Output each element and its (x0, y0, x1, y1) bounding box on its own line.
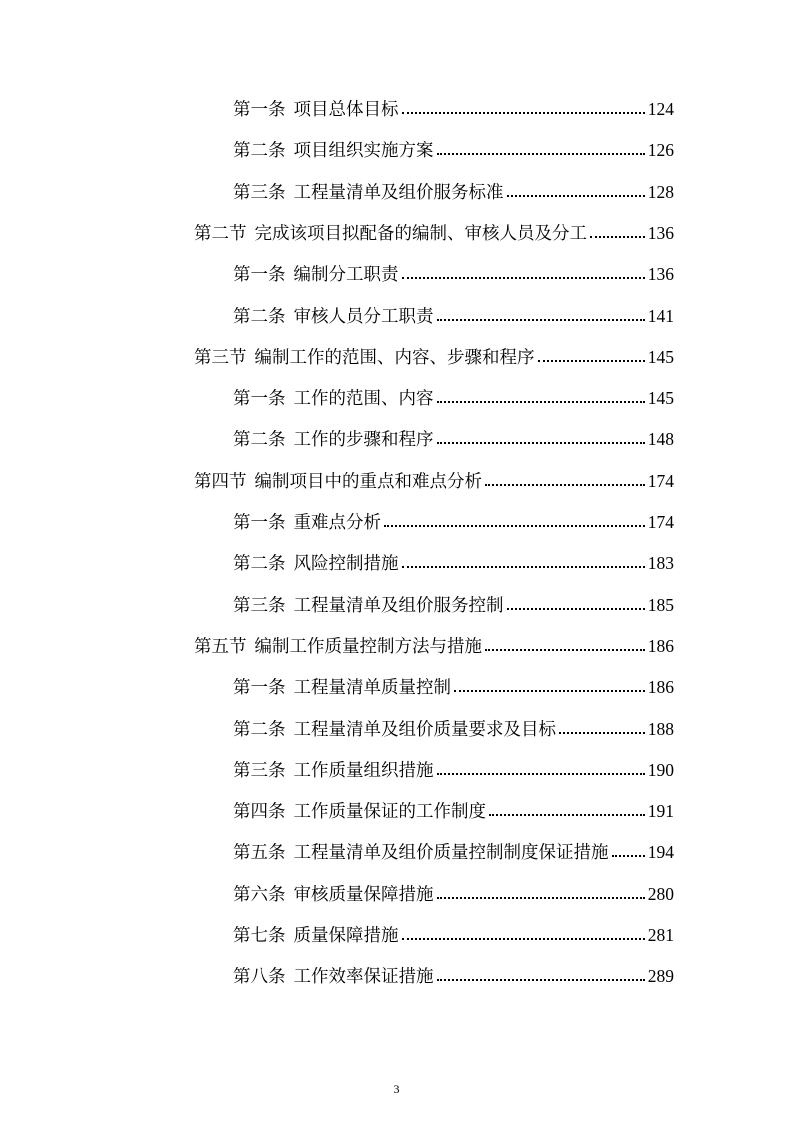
toc-entry-title: 项目组织实施方案 (293, 141, 434, 162)
toc-entry-number: 第一条 (233, 678, 286, 699)
toc-entry[interactable] (233, 303, 674, 329)
toc-entry-number: 第二节 (194, 223, 247, 244)
toc-entry-title: 编制项目中的重点和难点分析 (254, 471, 482, 492)
toc-entry-title: 工作质量保证的工作制度 (293, 802, 486, 823)
toc-entry-number: 第五条 (233, 843, 286, 864)
toc-entry-number: 第二条 (233, 306, 286, 327)
toc-entry[interactable] (233, 426, 674, 452)
toc-entry-page: 126 (647, 140, 674, 161)
toc-leader-dots (437, 153, 645, 155)
toc-entry[interactable] (233, 674, 674, 700)
toc-entry-page: 185 (647, 594, 674, 615)
toc-entry-number: 第一条 (233, 513, 286, 533)
toc-entry[interactable] (233, 96, 674, 122)
page-number: 3 (393, 1082, 400, 1096)
toc-entry-number: 第二条 (233, 430, 286, 451)
toc-leader-dots (437, 773, 645, 775)
toc-entry-page: 289 (647, 966, 674, 987)
toc-entry-title: 质量保障措施 (293, 926, 399, 946)
toc-leader-dots (612, 855, 645, 857)
toc-entry-page: 128 (647, 181, 674, 202)
toc-entry-number: 第六条 (233, 884, 286, 905)
toc-entry-page: 280 (647, 883, 674, 904)
toc-leader-dots (454, 690, 645, 692)
toc-entry-page: 145 (647, 346, 674, 367)
toc-entry-title: 编制工作的范围、内容、步骤和程序 (254, 347, 535, 368)
toc-entry[interactable] (233, 385, 674, 411)
toc-entry[interactable] (233, 592, 674, 618)
toc-leader-dots (538, 360, 645, 362)
toc-entry-title: 工作的范围、内容 (293, 389, 434, 410)
toc-entry[interactable] (194, 220, 674, 246)
toc-entry-number: 第一条 (233, 100, 286, 120)
toc-entry[interactable] (233, 550, 674, 576)
toc-entry-page: 183 (647, 553, 674, 574)
toc-entry-title: 工作效率保证措施 (293, 967, 434, 988)
toc-entry[interactable] (194, 344, 674, 370)
toc-leader-dots (402, 112, 645, 114)
toc-leader-dots (507, 195, 645, 197)
toc-leader-dots (489, 814, 645, 816)
toc-leader-dots (402, 566, 645, 568)
toc-leader-dots (402, 938, 645, 940)
toc-entry-number: 第五节 (194, 636, 247, 657)
toc-entry-page: 124 (647, 99, 674, 119)
toc-entry-number: 第二条 (233, 141, 286, 162)
toc-entry-title: 审核质量保障措施 (293, 884, 434, 905)
toc-entry-number: 第八条 (233, 967, 286, 988)
toc-entry-number: 第三条 (233, 595, 286, 616)
toc-entry[interactable] (233, 798, 674, 824)
toc-leader-dots (559, 732, 645, 734)
toc-leader-dots (485, 649, 645, 651)
toc-entry-number: 第四条 (233, 802, 286, 823)
toc-entry-page: 136 (647, 222, 674, 243)
toc-entry[interactable] (233, 261, 674, 287)
toc-entry[interactable] (233, 839, 674, 865)
toc-entry-page: 186 (647, 677, 674, 698)
toc-entry-title: 审核人员分工职责 (293, 306, 434, 327)
toc-entry-page: 136 (647, 264, 674, 285)
toc-leader-dots (437, 979, 645, 981)
toc-entry-title: 工程量清单质量控制 (293, 678, 451, 699)
toc-entry-number: 第二条 (233, 554, 286, 575)
toc-entry-title: 风险控制措施 (293, 554, 399, 575)
toc-entry[interactable] (233, 716, 674, 742)
toc-entry-title: 工程量清单及组价质量控制制度保证措施 (293, 843, 609, 864)
toc-entry-title: 工作的步骤和程序 (293, 430, 434, 451)
toc-leader-dots (507, 608, 645, 610)
toc-entry-page: 174 (647, 470, 674, 491)
toc-entry-number: 第一条 (233, 389, 286, 410)
toc-entry[interactable] (194, 633, 674, 659)
toc-entry-number: 第四节 (194, 471, 247, 492)
toc-leader-dots (437, 401, 645, 403)
toc-entry-page: 141 (647, 305, 674, 326)
toc-entry[interactable] (233, 922, 674, 948)
toc-entry[interactable] (233, 757, 674, 783)
toc-entry-title: 工程量清单及组价服务控制 (293, 595, 504, 616)
toc-entry-page: 174 (647, 512, 674, 532)
toc-entry[interactable] (233, 881, 674, 907)
toc-leader-dots (402, 277, 645, 279)
toc-entry-title: 工作质量组织措施 (293, 760, 434, 781)
toc-entry-page: 281 (647, 925, 674, 945)
toc-entry-page: 188 (647, 718, 674, 739)
toc-entry[interactable] (233, 963, 674, 989)
toc-entry-title: 编制分工职责 (293, 265, 399, 286)
toc-leader-dots (437, 442, 645, 444)
toc-entry-number: 第三条 (233, 760, 286, 781)
toc-entry[interactable] (194, 468, 674, 494)
toc-leader-dots (437, 897, 645, 899)
toc-entry-title: 项目总体目标 (293, 100, 399, 120)
toc-entry-number: 第一条 (233, 265, 286, 286)
toc-leader-dots (384, 525, 645, 527)
toc-entry-title: 重难点分析 (293, 513, 381, 533)
toc-entry-title: 完成该项目拟配备的编制、审核人员及分工 (254, 223, 587, 244)
toc-entry-page: 194 (647, 842, 674, 863)
toc-entry[interactable] (233, 509, 674, 535)
toc-entry-title: 工程量清单及组价服务标准 (293, 182, 504, 203)
toc-leader-dots (485, 484, 645, 486)
toc-entry-title: 工程量清单及组价质量要求及目标 (293, 719, 556, 740)
toc-entry-page: 145 (647, 388, 674, 409)
toc-leader-dots (590, 236, 645, 238)
toc-entry[interactable] (233, 179, 674, 205)
toc-entry-number: 第三节 (194, 347, 247, 368)
toc-entry-number: 第七条 (233, 926, 286, 946)
toc-entry-page: 148 (647, 429, 674, 450)
toc-entry-page: 190 (647, 759, 674, 780)
toc-entry-number: 第二条 (233, 719, 286, 740)
toc-leader-dots (437, 319, 645, 321)
toc-entry-page: 191 (647, 801, 674, 822)
toc-entry-title: 编制工作质量控制方法与措施 (254, 636, 482, 657)
toc-entry-number: 第三条 (233, 182, 286, 203)
toc-entry-page: 186 (647, 635, 674, 656)
toc-entry[interactable] (233, 137, 674, 163)
